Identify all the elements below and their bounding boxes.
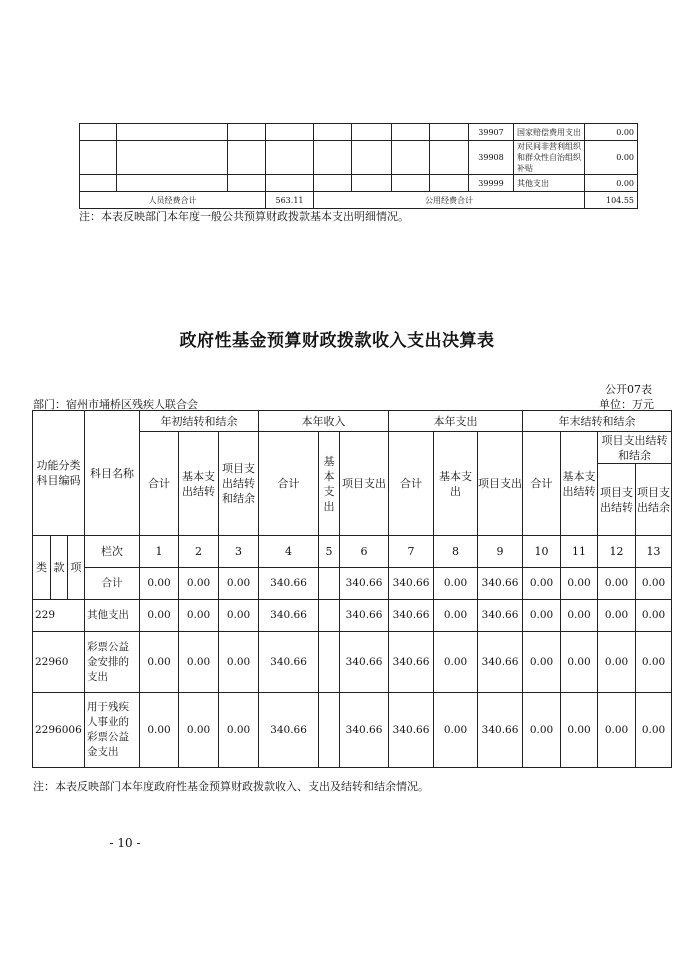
cell: 0.00 <box>140 693 179 768</box>
cell: 340.66 <box>340 568 389 600</box>
cell: 0.00 <box>598 632 636 693</box>
econ-code: 39908 <box>469 141 514 175</box>
cell: 0.00 <box>636 693 672 768</box>
row-name: 彩票公益金安排的支出 <box>85 632 140 693</box>
cell: 0.00 <box>179 632 219 693</box>
row-name: 用于残疾人事业的彩票公益金支出 <box>85 693 140 768</box>
cell: 340.66 <box>389 600 434 632</box>
func-code-header: 功能分类科目编码 <box>33 411 85 536</box>
row-name: 合计 <box>85 568 140 600</box>
cell: 0.00 <box>434 600 478 632</box>
column-number: 2 <box>179 536 219 568</box>
income-project-header: 项目支出 <box>340 432 389 536</box>
column-number: 1 <box>140 536 179 568</box>
econ-name: 国家赔偿费用支出 <box>514 124 585 141</box>
cell <box>319 632 340 693</box>
fund-budget-table <box>32 410 672 768</box>
cell: 0.00 <box>219 693 259 768</box>
cell: 0.00 <box>561 632 598 693</box>
personnel-total-label: 人员经费合计 <box>80 192 266 209</box>
column-number: 7 <box>389 536 434 568</box>
cell: 0.00 <box>219 600 259 632</box>
public-total-value: 104.55 <box>585 192 638 209</box>
cell: 0.00 <box>219 632 259 693</box>
public-total-label: 公用经费合计 <box>314 192 585 209</box>
cell: 0.00 <box>219 568 259 600</box>
end-project-header: 项目支出结转和结余 <box>598 432 672 464</box>
cell: 340.66 <box>389 693 434 768</box>
table-note: 注：本表反映部门本年度一般公共预算财政拨款基本支出明细情况。 <box>79 210 409 223</box>
econ-name: 对民间非营利组织和群众性自治组织补贴 <box>514 141 585 175</box>
cell: 340.66 <box>478 693 523 768</box>
table-row <box>33 632 672 693</box>
row-code: 2296006 <box>33 693 85 768</box>
unit-label: 单位：万元 <box>599 398 654 411</box>
table-row <box>33 568 672 600</box>
econ-name: 其他支出 <box>514 175 585 192</box>
expense-basic-header: 基本支出 <box>434 432 478 536</box>
econ-value: 0.00 <box>585 141 638 175</box>
department-label: 部门：宿州市埇桥区残疾人联合会 <box>33 398 198 411</box>
cell: 340.66 <box>259 693 319 768</box>
end-project-carry-header: 项目支出结转 <box>598 464 636 536</box>
begin-total-header: 合计 <box>140 432 179 536</box>
column-label: 栏次 <box>85 536 140 568</box>
cell: 0.00 <box>561 693 598 768</box>
cell: 0.00 <box>140 632 179 693</box>
subject-name-header: 科目名称 <box>85 411 140 536</box>
begin-balance-header: 年初结转和结余 <box>140 411 259 432</box>
econ-code: 39999 <box>469 175 514 192</box>
cell: 0.00 <box>561 568 598 600</box>
cell: 340.66 <box>259 632 319 693</box>
totals-row <box>80 192 638 209</box>
cell: 340.66 <box>340 693 389 768</box>
income-basic-header: 基本支出 <box>319 432 340 536</box>
header-row <box>33 411 672 432</box>
table-row <box>80 124 638 141</box>
row-code: 229 <box>33 600 85 632</box>
column-number: 5 <box>319 536 340 568</box>
cell: 340.66 <box>340 632 389 693</box>
expense-project-header: 项目支出 <box>478 432 523 536</box>
cell: 0.00 <box>636 600 672 632</box>
cell: 0.00 <box>179 693 219 768</box>
econ-value: 0.00 <box>585 124 638 141</box>
page-title: 政府性基金预算财政拨款收入支出决算表 <box>179 331 495 351</box>
expense-total-header: 合计 <box>389 432 434 536</box>
cell: 0.00 <box>523 632 561 693</box>
cell: 0.00 <box>434 693 478 768</box>
end-total-header: 合计 <box>523 432 561 536</box>
end-balance-header: 年末结转和结余 <box>523 411 672 432</box>
cell: 0.00 <box>598 600 636 632</box>
page-number: - 10 - <box>109 836 141 850</box>
cell: 0.00 <box>140 600 179 632</box>
econ-value: 0.00 <box>585 175 638 192</box>
cell: 0.00 <box>598 693 636 768</box>
cell: 0.00 <box>636 568 672 600</box>
column-number: 4 <box>259 536 319 568</box>
begin-project-header: 项目支出结转和结余 <box>219 432 259 536</box>
column-number: 3 <box>219 536 259 568</box>
column-number-row <box>33 536 672 568</box>
cell: 340.66 <box>478 632 523 693</box>
econ-code: 39907 <box>469 124 514 141</box>
table-row <box>33 600 672 632</box>
cell: 0.00 <box>636 632 672 693</box>
cell: 340.66 <box>340 600 389 632</box>
cell: 0.00 <box>179 600 219 632</box>
column-number: 9 <box>478 536 523 568</box>
cell: 0.00 <box>140 568 179 600</box>
cell: 0.00 <box>523 600 561 632</box>
personnel-total-value: 563.11 <box>266 192 314 209</box>
lei-header: 类 <box>33 536 51 600</box>
column-number: 12 <box>598 536 636 568</box>
end-basic-header: 基本支出结转 <box>561 432 598 536</box>
cell: 340.66 <box>478 600 523 632</box>
column-number: 13 <box>636 536 672 568</box>
cell: 0.00 <box>523 568 561 600</box>
table-note: 注：本表反映部门本年度政府性基金预算财政拨款收入、支出及结转和结余情况。 <box>33 780 429 793</box>
column-number: 8 <box>434 536 478 568</box>
form-number: 公开07表 <box>605 383 652 396</box>
cell: 340.66 <box>389 568 434 600</box>
kuan-header: 款 <box>51 536 68 600</box>
cell: 340.66 <box>389 632 434 693</box>
cell: 0.00 <box>561 600 598 632</box>
cell <box>319 693 340 768</box>
cell: 340.66 <box>478 568 523 600</box>
row-code: 22960 <box>33 632 85 693</box>
column-number: 11 <box>561 536 598 568</box>
end-project-surplus-header: 项目支出结余 <box>636 464 672 536</box>
cell: 0.00 <box>598 568 636 600</box>
xiang-header: 项 <box>68 536 85 600</box>
cell: 340.66 <box>259 600 319 632</box>
cell <box>319 600 340 632</box>
cell: 0.00 <box>434 568 478 600</box>
column-number: 10 <box>523 536 561 568</box>
table-row <box>80 141 638 175</box>
expense-header: 本年支出 <box>389 411 523 432</box>
basic-expense-detail-table <box>79 123 638 209</box>
begin-basic-header: 基本支出结转 <box>179 432 219 536</box>
column-number: 6 <box>340 536 389 568</box>
cell <box>319 568 340 600</box>
cell: 0.00 <box>434 632 478 693</box>
income-header: 本年收入 <box>259 411 389 432</box>
row-name: 其他支出 <box>85 600 140 632</box>
cell: 340.66 <box>259 568 319 600</box>
table-row <box>80 175 638 192</box>
cell: 0.00 <box>179 568 219 600</box>
income-total-header: 合计 <box>259 432 319 536</box>
cell: 0.00 <box>523 693 561 768</box>
table-row <box>33 693 672 768</box>
